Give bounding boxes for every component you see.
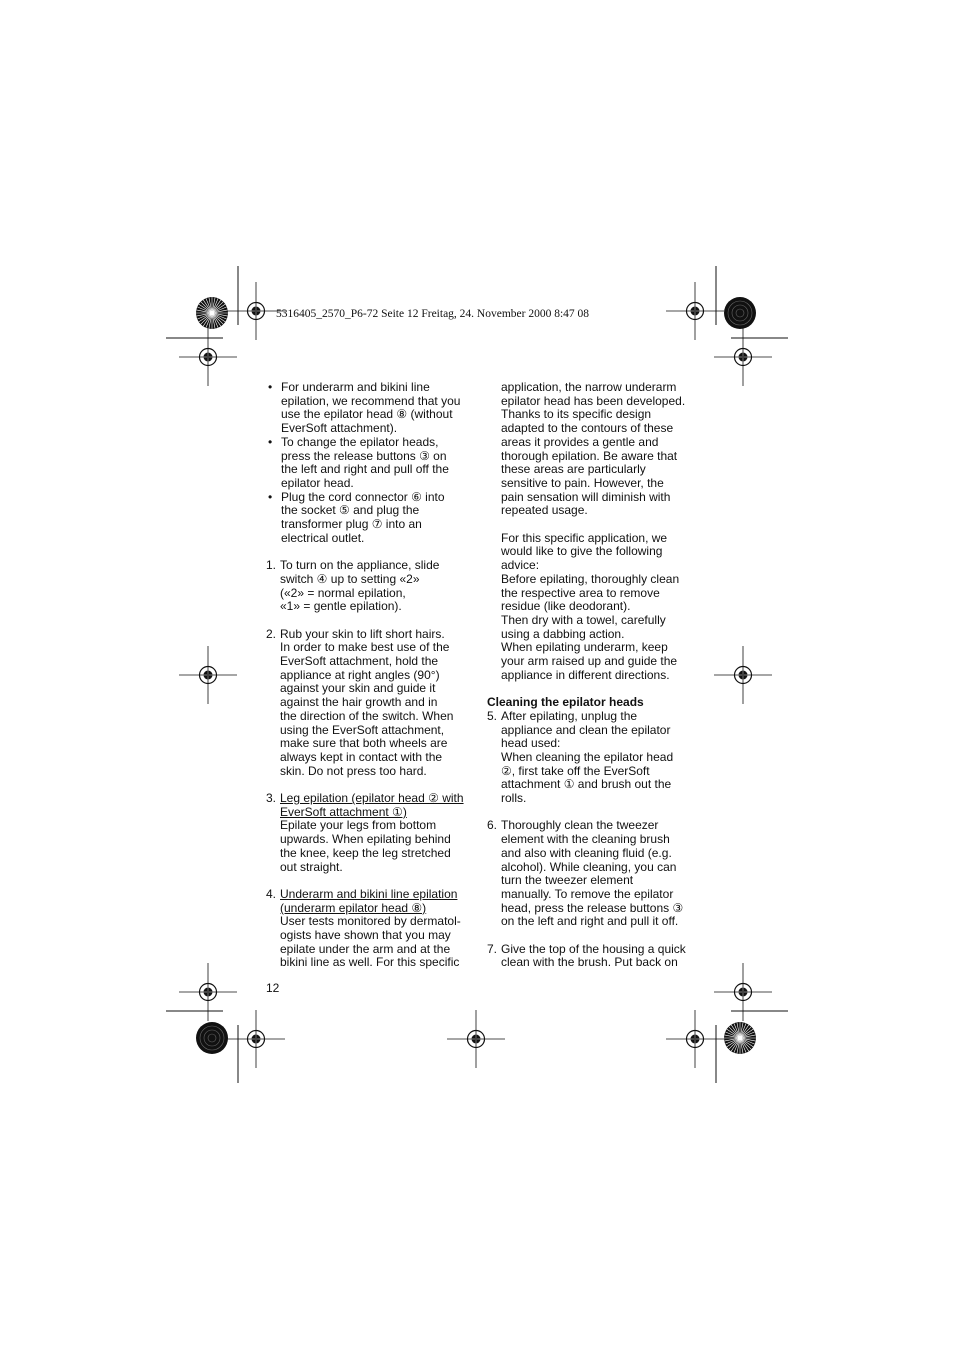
- print-slug: 5316405_2570_P6-72 Seite 12 Freitag, 24. November 2000 8:47 08: [276, 308, 590, 320]
- right-column: [487, 381, 687, 970]
- step-number: 3.: [266, 791, 277, 806]
- bullet-item-plug-cord: • Plug the cord connector ⑥ into the socket ⑤ and plug the transformer plug ⑦ into an electrical outlet.: [268, 489, 445, 545]
- step-number: 1.: [266, 558, 277, 573]
- step-number: 2.: [266, 626, 277, 641]
- bullet-item-underarm: • For underarm and bikini line epilation, we recommend that you use the epilator head ⑧ (without EverSoft attachment).: [268, 380, 461, 436]
- page-number: 12: [266, 981, 280, 995]
- step-4: 4. Underarm and bikini line epilation (underarm epilator head ⑧) User tests monitored by dermatol- ogists have shown that you may epilate under the arm and at the bikini line as well. For this specific: [266, 888, 468, 970]
- step-3: 3. Leg epilation (epilator head ② with EverSoft attachment ①) Epilate your legs from bottom upwards. When epilating behind the knee, keep the leg stretched out straight.: [266, 792, 468, 874]
- step-7: 7. Give the top of the housing a quick clean with the brush. Put back on: [487, 941, 686, 970]
- step-number: 7.: [487, 941, 498, 956]
- left-column: [266, 381, 468, 970]
- step-3-heading: Leg epilation (epilator head ② with: [280, 791, 464, 806]
- section-heading: Cleaning the epilator heads: [487, 695, 644, 710]
- step-6: 6. Thoroughly clean the tweezer element with the cleaning brush and also with cleaning fluid (e.g. alcohol). While cleaning, you can turn the tweezer element manually. To remove the epilator head, press the release buttons ③ on the left and right and pull it off.: [487, 818, 684, 929]
- bullet-mark: •: [268, 434, 273, 449]
- step-number: 4.: [266, 886, 277, 901]
- bullet-mark: •: [268, 489, 273, 504]
- step-number: 5.: [487, 708, 498, 723]
- step-1: 1. To turn on the appliance, slide switch ④ up to setting «2» («2» = normal epilation, «1» = gentle epilation).: [266, 558, 440, 614]
- step-5: 5. After epilating, unplug the appliance and clean the epilator head used: When cleaning the epilator head ②, first take off the EverSoft attachment ① and brush out the rolls.: [487, 708, 674, 806]
- advice-paragraph: For this specific application, we would like to give the following advice: Before epilating, thoroughly clean the respective area to remove residue (like deodorant). Then dry with a towel, carefully using a dabbing action. When epilating underarm, keep your arm raised up and guide the appliance in different directions.: [501, 530, 680, 682]
- crop-lines: [166, 266, 788, 1083]
- bullet-mark: •: [268, 380, 273, 394]
- step-4-heading: Underarm and bikini line epilation: [280, 886, 458, 901]
- step-number: 6.: [487, 818, 498, 833]
- underarm-paragraph: application, the narrow underarm epilator head has been developed. Thanks to its specific design adapted to the contours of these areas it provides a gentle and thorough epilation. Be aware that these areas are particularly sensitive to pain. However, the pain sensation will diminish with repeated usage.: [501, 380, 686, 518]
- step-2: 2. Rub your skin to lift short hairs. In order to make best use of the EverSoft attachment, hold the appliance at right angles (90°) against your skin and guide it against the hair growth and in the direction of the switch. When using the EverSoft attachment, make sure that both wheels are always kept in contact with the skin. Do not press too hard.: [266, 626, 454, 778]
- bullet-item-change-heads: • To change the epilator heads, press the release buttons ③ on the left and right and pull off the epilator head.: [268, 434, 449, 490]
